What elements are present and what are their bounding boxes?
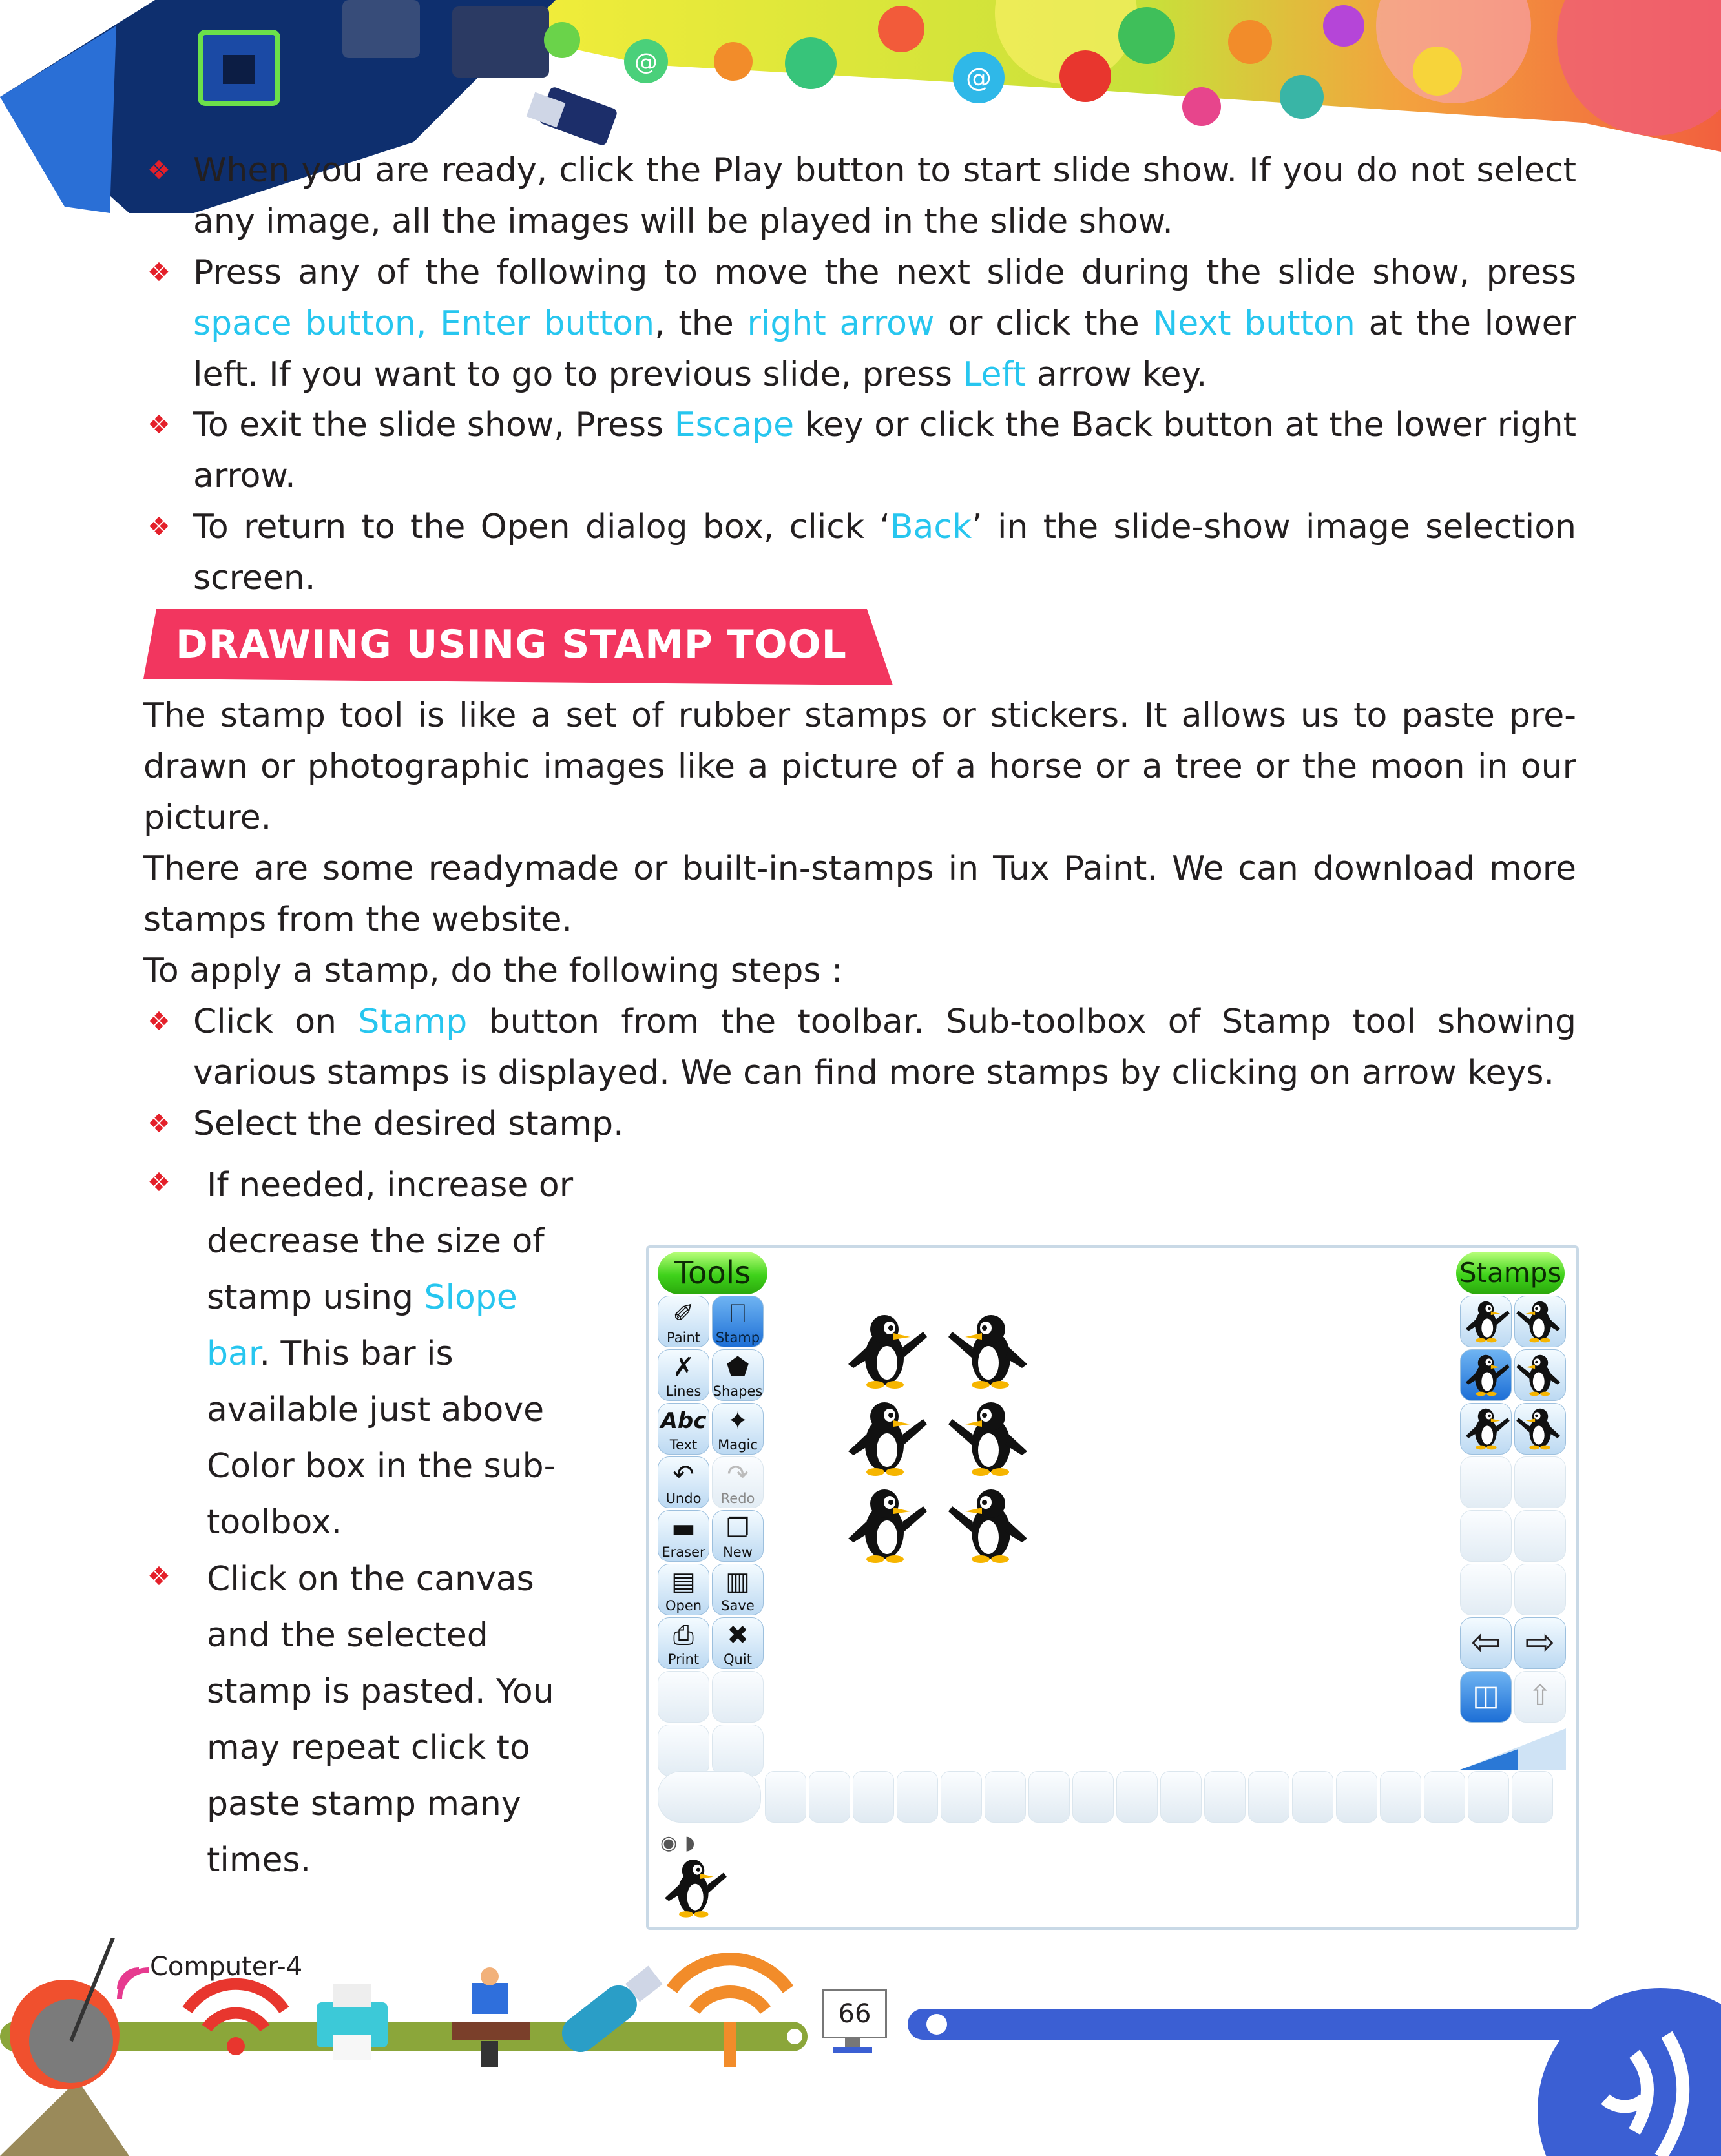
speaker-icon[interactable]: ◗ — [685, 1832, 695, 1854]
stamp-empty-slot — [1460, 1564, 1512, 1615]
color-empty-slot — [1028, 1771, 1070, 1823]
bullet-icon: ❖ — [147, 410, 171, 440]
color-empty-slot — [1072, 1771, 1114, 1823]
color-empty-slot — [1424, 1771, 1465, 1823]
tool-new-button[interactable]: ❐ New — [712, 1510, 764, 1562]
color-empty-slot — [1248, 1771, 1289, 1823]
tool-empty-slot — [712, 1725, 764, 1776]
color-empty-slot — [809, 1771, 850, 1823]
list-item: ❖ Press any of the following to move the next slide during the slide show, press space button, Enter button, the right arrow or click the Next button at the lower left. If you want to go to previous slide, press Left arrow key. — [143, 247, 1576, 400]
open-icon: ▤ — [671, 1567, 696, 1597]
color-empty-slot — [1468, 1771, 1509, 1823]
stamp-option[interactable] — [1514, 1296, 1566, 1347]
paragraph: There are some readymade or built-in-stamps in Tux Paint. We can download more stamps from the website. — [143, 849, 1576, 939]
bullet-icon: ❖ — [147, 1007, 171, 1037]
stamp-empty-slot — [1514, 1564, 1566, 1615]
printer-icon: ⎙ — [673, 1621, 694, 1650]
paragraph: The stamp tool is like a set of rubber stamps or stickers. It allows us to paste pre-drawn or photographic images like a picture of a horse or a tree or the moon in our picture. — [143, 696, 1576, 837]
bullet-icon: ❖ — [147, 156, 171, 185]
list-item: ❖ When you are ready, click the Play button to start slide show. If you do not select any image, all the images will be played in the slide show. — [143, 145, 1576, 247]
magic-wand-icon: ✦ — [727, 1406, 749, 1436]
bullet-icon: ❖ — [147, 258, 171, 287]
stamp-empty-slot — [1514, 1510, 1566, 1562]
tools-header: Tools — [658, 1252, 767, 1294]
save-icon: ▥ — [725, 1567, 750, 1597]
stamp-icon: ⎕ — [730, 1299, 746, 1329]
bullet-icon: ❖ — [147, 1168, 171, 1197]
stamp-penguin — [848, 1402, 927, 1476]
color-empty-slot — [658, 1771, 761, 1823]
paintbrush-icon: ✐ — [673, 1299, 694, 1329]
color-empty-slot — [853, 1771, 894, 1823]
tool-lines-button[interactable]: ✗ Lines — [658, 1349, 709, 1401]
bullet-icon: ❖ — [147, 1109, 171, 1139]
penguin-icon — [1515, 1296, 1565, 1347]
pentagon-icon: ⬟ — [726, 1353, 749, 1382]
sound-icon[interactable]: ◉ — [660, 1832, 678, 1854]
color-empty-slot — [1336, 1771, 1377, 1823]
list-item: ❖ To exit the slide show, Press Escape key or click the Back button at the lower right arrow. — [143, 400, 1576, 502]
stamp-penguin — [848, 1315, 927, 1389]
stamp-option[interactable] — [1460, 1296, 1512, 1347]
svg-text:@: @ — [966, 63, 992, 93]
penguin-icon — [658, 1852, 729, 1923]
svg-text:@: @ — [634, 49, 658, 76]
penguin-icon — [1461, 1296, 1511, 1347]
color-empty-slot — [1204, 1771, 1246, 1823]
quit-icon: ✖ — [727, 1621, 749, 1650]
tool-quit-button[interactable]: ✖ Quit — [712, 1617, 764, 1669]
tool-shapes-button[interactable]: ⬟ Shapes — [712, 1349, 764, 1401]
list-item: ❖ Click on Stamp button from the toolbar. Sub-toolbox of Stamp tool showing various stamps is displayed. We can find more stamps by clicking on arrow keys. — [143, 997, 1576, 1099]
color-empty-slot — [1512, 1771, 1553, 1823]
eraser-icon: ▬ — [671, 1513, 696, 1543]
tool-open-button[interactable]: ▤ Open — [658, 1564, 709, 1615]
tool-print-button[interactable]: ⎙ Print — [658, 1617, 709, 1669]
color-empty-slot — [765, 1771, 806, 1823]
stamp-empty-slot — [1514, 1456, 1566, 1508]
stamp-option[interactable] — [1514, 1403, 1566, 1455]
stamp-penguin — [948, 1402, 1027, 1476]
door-icon: ◫ — [1472, 1679, 1499, 1712]
up-arrow-icon: ⇧ — [1528, 1679, 1552, 1712]
tool-empty-slot — [712, 1671, 764, 1723]
tool-paint-button[interactable]: ✐ Paint — [658, 1296, 709, 1347]
penguin-icon — [1515, 1404, 1565, 1454]
color-empty-slot — [1116, 1771, 1158, 1823]
arrow-right-icon: ⇨ — [1525, 1621, 1556, 1663]
new-file-icon: ❐ — [726, 1513, 749, 1543]
paragraph: To apply a stamp, do the following steps : — [143, 951, 843, 990]
tool-empty-slot — [658, 1671, 709, 1723]
arrow-left-icon: ⇦ — [1470, 1621, 1501, 1663]
stamp-empty-slot — [1460, 1510, 1512, 1562]
stamp-penguin — [948, 1489, 1027, 1563]
drawing-canvas[interactable] — [778, 1293, 1450, 1765]
tool-redo-button[interactable]: ↷ Redo — [712, 1456, 764, 1508]
section-heading: DRAWING USING STAMP TOOL — [143, 609, 893, 685]
color-empty-slot — [941, 1771, 982, 1823]
slope-bar-icon[interactable] — [1460, 1725, 1566, 1770]
stamps-header: Stamps — [1456, 1252, 1565, 1294]
stamp-penguin — [948, 1315, 1027, 1389]
text-icon: Abc — [660, 1408, 707, 1434]
stamp-flip-button[interactable] — [1514, 1671, 1566, 1723]
stamp-empty-slot — [1460, 1456, 1512, 1508]
list-item: ❖ To return to the Open dialog box, click ‘Back’ in the slide-show image selection screen. — [143, 502, 1576, 604]
lines-icon: ✗ — [673, 1353, 694, 1382]
color-empty-slot — [1160, 1771, 1202, 1823]
tool-empty-slot — [658, 1725, 709, 1776]
tool-undo-button[interactable]: ↶ Undo — [658, 1456, 709, 1508]
penguin-icon — [1461, 1404, 1511, 1454]
list-item: ❖ If needed, increase or decrease the size of stamp using Slope bar. This bar is available just above Color box in the sub-toolbox. — [143, 1157, 583, 1551]
stamp-mirror-button[interactable] — [1460, 1671, 1512, 1723]
stamp-penguin — [848, 1489, 927, 1563]
redo-icon: ↷ — [727, 1460, 749, 1489]
tux-paint-screenshot — [646, 1245, 1579, 1930]
tool-eraser-button[interactable]: ▬ Eraser — [658, 1510, 709, 1562]
tool-stamp-button[interactable]: ⎕ Stamp — [712, 1296, 764, 1347]
next-stamps-button[interactable] — [1514, 1617, 1566, 1669]
list-item: ❖ Click on the canvas and the selected stamp is pasted. You may repeat click to paste stamp many times. — [143, 1551, 583, 1889]
penguin-icon — [1515, 1350, 1565, 1400]
page-number: 66 — [822, 1989, 887, 2038]
tool-save-button[interactable]: ▥ Save — [712, 1564, 764, 1615]
stamp-option[interactable] — [1514, 1349, 1566, 1401]
color-empty-slot — [897, 1771, 938, 1823]
stamp-option[interactable] — [1460, 1403, 1512, 1455]
bullet-icon: ❖ — [147, 1562, 171, 1591]
color-empty-slot — [1380, 1771, 1421, 1823]
stamp-option-selected[interactable] — [1460, 1349, 1512, 1401]
prev-stamps-button[interactable] — [1460, 1617, 1512, 1669]
footer-book-label: Computer-4 — [150, 1952, 303, 1982]
undo-icon: ↶ — [673, 1460, 694, 1489]
list-item: ❖ Select the desired stamp. — [143, 1099, 1576, 1150]
person-at-desk-icon — [452, 1967, 530, 2067]
color-empty-slot — [1292, 1771, 1333, 1823]
tool-text-button[interactable]: Abc Text — [658, 1403, 709, 1455]
tool-magic-button[interactable]: ✦ Magic — [712, 1403, 764, 1455]
penguin-icon — [1461, 1350, 1511, 1400]
bullet-icon: ❖ — [147, 512, 171, 542]
color-empty-slot — [985, 1771, 1026, 1823]
